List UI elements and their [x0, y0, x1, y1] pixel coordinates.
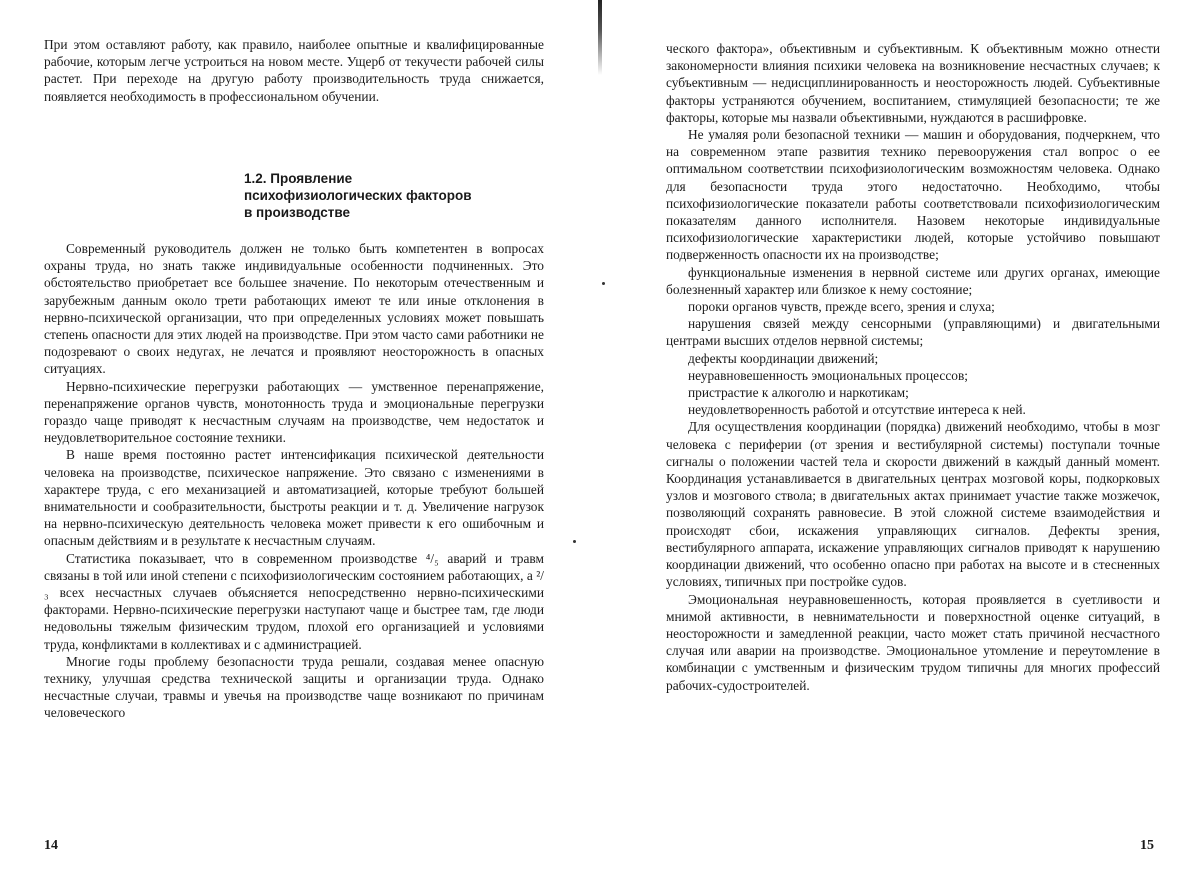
- right-body-text: [666, 40, 1160, 694]
- section-heading: [244, 170, 544, 221]
- page-number-right: 15: [1140, 838, 1154, 853]
- paragraph: ческого фактора», объективным и субъективным. К объективным можно отнести закономерности влияния психики человека на возникновение несчастных случаев; к субъективным — недисциплинированность и неосторожность людей. Субъективные факторы устраняются обучением, воспитанием, стимуляцией безопасности; те же факторы, которые мы назвали объективными, нуждаются в расшифровке.: [666, 41, 1160, 125]
- paragraph: Статистика показывает, что в современном производстве ⁴/₅ аварий и травм связаны в той или иной степени с психофизиологическим состоянием работающих, а ²/₃ всех несчастных случаев объясняется непосредственно нервно-психическими факторами. Нервно-психические перегрузки наступают чаще и быстрее там, где люди недовольны тяжелым физическим трудом, плохой его организацией и условиями труда, конфликтами в коллективах и с администрацией.: [44, 550, 544, 652]
- paragraph: Многие годы проблему безопасности труда решали, создавая менее опасную технику, улучшая средства технической защиты и организации труда. Однако несчастные случаи, травмы и увечья на производстве чаще возникают по причинам человеческого: [44, 653, 544, 721]
- heading-line-3: в производстве: [244, 205, 351, 220]
- intro-paragraph: При этом оставляют работу, как правило, наиболее опытные и квалифицированные рабочие, которым легче устроиться на новом месте. Ущерб от текучести рабочей силы растет. При переходе на другую работу производительность труда снижается, появляется необходимость в профессиональном обучении.: [44, 37, 544, 104]
- paragraph: В наше время постоянно растет интенсификация психической деятельности человека на производстве, психическое напряжение. Это связано с изменениями в характере труда, с его механизацией и автоматизацией, которые требуют большей внимательности и сообразительности, быстроты реакции и т. д. Увеличение нагрузок на нервно-психическую деятельность человека может привести к его ошибочным и опасным действиям и в результате к несчастным случаям.: [44, 447, 544, 549]
- list-item: неудовлетворенность работой и отсутствие интереса к ней.: [688, 402, 1026, 418]
- heading-line-1: 1.2. Проявление: [244, 171, 353, 186]
- paragraph: Для осуществления координации (порядка) движений необходимо, чтобы в мозг человека с периферии (от зрения и вестибулярной системы) поступали точные сигналы о положении частей тела и скорости движений в каждый данный момент. Координация устанавливается в двигательных центрах мозговой коры, подкорковых узлов и мозгового ствола; в двигательных актах принимает участие также мозжечок, позволяющий сохранять равновесие. В этой сложной системе взаимодействия и происходят сбои, искажения управляющих сигналов. Дефекты зрения, вестибулярного аппарата, искажение управляющих сигналов приводят к нарушению координации движений, что особенно опасно при работах на высоте и в стесненных условиях, типичных при постройке судов.: [666, 419, 1160, 590]
- paragraph: Современный руководитель должен не только быть компетентен в вопросах охраны труда, но знать также индивидуальные особенности подчиненных. Это обстоятельство приобретает все большее значение. По некоторым отечественным и зарубежным данным около трети работающих имеют те или иные отклонения в нервно-психической организации, что при определенных условиях может повышать степень опасности для этих людей на производстве. При этом часто сами работники не подозревают о своих недугах, не лечатся и проявляют неосторожность в опасных ситуациях.: [44, 241, 544, 377]
- list-item: дефекты координации движений;: [688, 350, 879, 366]
- right-page: [600, 0, 1200, 875]
- list-item: пристрастие к алкоголю и наркотикам;: [688, 385, 909, 401]
- paragraph: Нервно-психические перегрузки работающих — умственное перенапряжение, перенапряжение органов чувств, монотонность труда и эмоциональные перегрузки гораздо чаще приводят к несчастным случаям на производстве, чем недостаток и неудовлетворительное состояние техники.: [44, 378, 544, 446]
- page-number-left: 14: [44, 838, 58, 853]
- paragraph: Не умаляя роли безопасной техники — машин и оборудования, подчеркнем, что на современном этапе развития технико перевооружения стал вопрос о ее оптимальном соответствии психофизиологическим возможностям человека. Однако для безопасности труда этого недостаточно. Необходимо, чтобы психофизиологические показатели работы соответствовали психофизиологическим показателям данного исполнителя. Назовем некоторые индивидуальные психофизиологические характеристики людей, которые устойчиво повышают подверженность опасности их на производстве;: [666, 127, 1160, 263]
- intro-paragraph-block: [44, 36, 544, 105]
- list-item: неуравновешенность эмоциональных процессов;: [688, 367, 969, 383]
- left-body-text: [44, 240, 544, 722]
- list-item: пороки органов чувств, прежде всего, зрения и слуха;: [688, 299, 995, 315]
- scan-speck: [573, 540, 576, 543]
- heading-line-2: психофизиологических факторов: [244, 188, 472, 203]
- paragraph: Эмоциональная неуравновешенность, которая проявляется в суетливости и мнимой активности, в невнимательности и поверхностной оценке ситуаций, в неосторожности и замедленной реакции, часто может стать причиной несчастного случая или аварии на производстве. Эмоциональное утомление и переутомление в комбинации с умственным и физическим трудом типичны для многих профессий рабочих-судостроителей.: [666, 591, 1160, 693]
- list-item: нарушения связей между сенсорными (управляющими) и двигательными центрами высших отделов нервной системы;: [666, 316, 1160, 349]
- list-item: функциональные изменения в нервной системе или других органах, имеющие болезненный характер или близкое к нему состояние;: [666, 264, 1160, 297]
